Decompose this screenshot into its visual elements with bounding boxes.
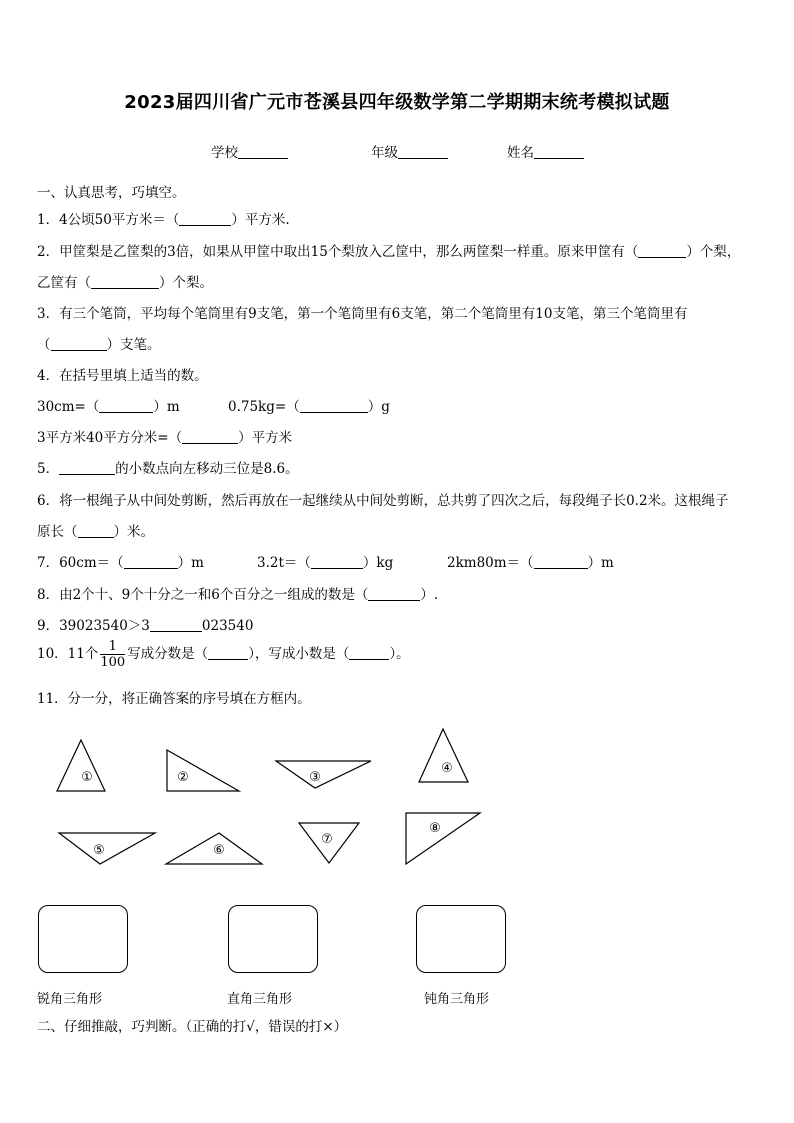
triangle-7-label: ⑦ <box>321 832 333 847</box>
q3-text-a: （ <box>37 337 51 353</box>
q4a-text-a: 30cm=（ <box>37 399 100 415</box>
q7a-blank[interactable] <box>124 554 178 569</box>
page-title: 2023届四川省广元市苍溪县四年级数学第二学期期末统考模拟试题 <box>124 92 670 113</box>
triangle-1-label: ① <box>81 770 93 785</box>
q7b-text-b: ）kg <box>362 555 394 571</box>
q3-text-b: ）支笔。 <box>106 337 161 353</box>
triangle-4-label: ④ <box>441 761 453 776</box>
q4a-text-b: ）m <box>153 399 180 415</box>
q6-text-a: 原长（ <box>37 524 78 540</box>
right-box-label: 直角三角形 <box>227 992 293 1007</box>
question-7-b <box>257 551 393 571</box>
q10-text-c: ），写成小数是（ <box>248 646 350 662</box>
triangle-5-label: ⑤ <box>93 843 105 858</box>
q5-text-b: 的小数点向左移动三位是8.6。 <box>115 461 299 477</box>
section-2-heading: 二、仔细推敲，巧判断。（正确的打√，错误的打×） <box>37 1019 348 1035</box>
right-answer-box[interactable] <box>228 905 318 973</box>
q4b-text-b: ）g <box>367 399 390 415</box>
q4b-text-a: 0.75kg=（ <box>228 399 300 415</box>
grade-blank[interactable] <box>398 144 448 159</box>
q2-text-c: 乙筐有（ <box>37 275 91 291</box>
triangle-8-label: ⑧ <box>429 821 441 836</box>
q10-text-a: 10．11个 <box>37 646 99 662</box>
acute-box-label: 锐角三角形 <box>37 992 103 1007</box>
question-2-line-2 <box>37 271 213 291</box>
question-3-line-2 <box>37 333 161 353</box>
q1-text-b: ）平方米. <box>231 212 290 228</box>
question-4-intro: 4．在括号里填上适当的数。 <box>37 368 208 384</box>
q2-text-d: ）个梨。 <box>159 275 213 291</box>
question-7-a <box>37 551 204 571</box>
question-1 <box>37 208 290 228</box>
question-4-a <box>37 395 180 415</box>
q7c-text-b: ）m <box>587 555 614 571</box>
q7b-text-a: 3.2t＝（ <box>257 555 311 571</box>
question-11: 11．分一分，将正确答案的序号填在方框内。 <box>37 691 311 707</box>
question-9 <box>37 614 253 634</box>
acute-answer-box[interactable] <box>38 905 128 973</box>
q4a-blank[interactable] <box>99 398 153 413</box>
name-field <box>507 141 584 161</box>
q7c-text-a: 2km80m＝（ <box>447 555 534 571</box>
q9-text-a: 9．39023540＞3 <box>37 618 150 634</box>
section-1-heading: 一、认真思考，巧填空。 <box>37 185 186 201</box>
q8-text-b: ）. <box>420 587 439 603</box>
q9-text-b: 023540 <box>201 618 254 634</box>
obtuse-box-label: 钝角三角形 <box>424 992 490 1007</box>
q3-blank[interactable] <box>51 336 107 351</box>
q5-blank[interactable] <box>59 460 115 475</box>
q6-blank[interactable] <box>78 523 114 538</box>
triangle-2-label: ② <box>177 770 189 785</box>
question-2-line-1 <box>37 240 740 260</box>
question-5 <box>37 457 299 477</box>
grade-field <box>371 141 448 161</box>
question-10 <box>37 639 410 670</box>
q7c-blank[interactable] <box>534 554 588 569</box>
fraction-numerator: 1 <box>100 639 125 655</box>
fraction-one-hundredth <box>100 639 125 670</box>
q10-text-b: 写成分数是（ <box>127 646 209 662</box>
triangle-8 <box>406 813 480 864</box>
school-blank[interactable] <box>238 144 288 159</box>
q1-blank[interactable] <box>179 211 231 226</box>
question-6-line-1: 6．将一根绳子从中间处剪断，然后再放在一起继续从中间处剪断，总共剪了四次之后，每段绳子长0.2米。这根绳子 <box>37 493 729 509</box>
q10-blank-1[interactable] <box>208 645 248 660</box>
q1-text-a: 1．4公顷50平方米＝（ <box>37 212 180 228</box>
q2-text-a: 2．甲筐梨是乙筐梨的3倍，如果从甲筐中取出15个梨放入乙筐中，那么两筐梨一样重。原来甲筐有（ <box>37 244 639 260</box>
school-label: 学校 <box>211 145 238 161</box>
question-8 <box>37 583 438 603</box>
q5-text-a: 5． <box>37 461 60 477</box>
question-4-c <box>37 426 292 446</box>
q4c-blank[interactable] <box>182 429 238 444</box>
question-6-line-2 <box>37 520 154 540</box>
name-blank[interactable] <box>534 144 584 159</box>
q4b-blank[interactable] <box>300 398 368 413</box>
q2-blank-2[interactable] <box>91 274 159 289</box>
triangle-3-label: ③ <box>309 770 321 785</box>
obtuse-answer-box[interactable] <box>416 905 506 973</box>
q7a-text-b: ）m <box>177 555 204 571</box>
triangle-shapes <box>0 720 794 870</box>
question-4-b <box>228 395 390 415</box>
q4c-text-b: ）平方米 <box>238 430 293 446</box>
q2-blank-1[interactable] <box>638 243 686 258</box>
question-7-c <box>447 551 614 571</box>
q8-text-a: 8．由2个十、9个十分之一和6个百分之一组成的数是（ <box>37 587 369 603</box>
q9-blank[interactable] <box>150 617 202 632</box>
q7b-blank[interactable] <box>311 554 363 569</box>
q4c-text-a: 3平方米40平方分米=（ <box>37 430 183 446</box>
triangle-6-label: ⑥ <box>213 843 225 858</box>
q6-text-b: ）米。 <box>113 524 154 540</box>
q8-blank[interactable] <box>368 586 420 601</box>
q10-blank-2[interactable] <box>349 645 389 660</box>
triangle-3 <box>276 761 371 788</box>
q2-text-b: ）个梨， <box>686 244 741 260</box>
fraction-denominator: 100 <box>100 655 126 670</box>
school-field <box>211 141 288 161</box>
grade-label: 年级 <box>371 145 398 161</box>
q10-text-d: ）。 <box>389 646 410 662</box>
name-label: 姓名 <box>507 145 534 161</box>
triangle-5 <box>59 833 155 864</box>
question-3-line-1: 3．有三个笔筒，平均每个笔筒里有9支笔，第一个笔筒里有6支笔，第二个笔筒里有10支笔，第三个笔筒里有 <box>37 306 688 322</box>
q7a-text-a: 7．60cm＝（ <box>37 555 124 571</box>
